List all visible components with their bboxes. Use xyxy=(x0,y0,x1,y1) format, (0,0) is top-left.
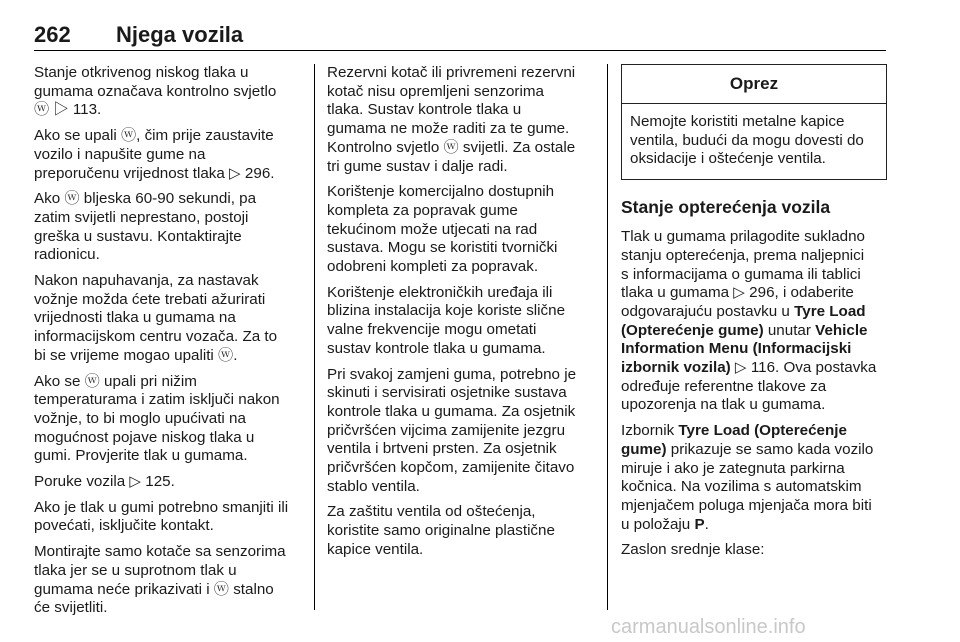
page-number: 262 xyxy=(34,22,71,47)
text-line: Ako se ⓦ upali pri nižim xyxy=(34,372,197,390)
text-run: u položaju xyxy=(621,515,695,533)
text-line: pričvršćen vijcima zamijenite jezgru xyxy=(327,421,566,439)
text-line: Montirajte samo kotače sa senzorima xyxy=(34,543,286,561)
text-line: Kontrolno svjetlo ⓦ svijetli. Za ostale xyxy=(327,138,576,156)
text-run: unutar xyxy=(763,321,816,339)
text-line: će svijetliti. xyxy=(34,599,108,617)
caution-box xyxy=(621,64,887,180)
text-line xyxy=(621,516,887,535)
text-line: temperaturama i zatim isključi nakon xyxy=(34,391,280,409)
text-line: skinuti i servisirati osjetnike sustava xyxy=(327,384,567,402)
paragraph xyxy=(327,366,599,497)
text-line: pričvršćen kopčom, zamijenite čitavo xyxy=(327,459,575,477)
watermark: carmanualsonline.info xyxy=(611,616,806,638)
text-line: tlaka u gumama ▷ 296, i odaberite xyxy=(621,284,854,302)
paragraph xyxy=(327,503,599,559)
text-line: gumama označava kontrolno svjetlo xyxy=(34,82,277,100)
column-2 xyxy=(327,64,599,567)
text-line: tri gume sustav i dalje radi. xyxy=(327,157,508,175)
text-line: ventila, budući da mogu dovesti do xyxy=(630,131,864,149)
text-line: vrijednosti tlaka u gumama na xyxy=(34,309,236,327)
menu-term: izbornik vozila) xyxy=(621,359,731,377)
text-line xyxy=(621,359,887,378)
text-line: koristite samo originalne plastične xyxy=(327,522,555,540)
text-line: miruje i ako je zategnuta parkirna xyxy=(621,459,845,477)
paragraph xyxy=(34,473,306,492)
paragraph xyxy=(34,543,306,618)
menu-term: Tyre Load xyxy=(794,302,866,320)
text-line: radionicu. xyxy=(34,246,100,264)
text-line: Ako je tlak u gumi potrebno smanjiti ili xyxy=(34,498,289,516)
text-line: tekućinom može utjecati na rad xyxy=(327,220,538,238)
paragraph xyxy=(327,284,599,359)
paragraph xyxy=(34,373,306,467)
text-line: vožnje, to bi moglo upućivati na xyxy=(34,409,246,427)
text-line: vozilo i napušite gume na xyxy=(34,145,206,163)
paragraph xyxy=(621,541,887,560)
paragraph xyxy=(327,64,599,176)
text-line xyxy=(621,322,887,341)
paragraph xyxy=(34,272,306,366)
text-line: Rezervni kotač ili privremeni rezervni xyxy=(327,64,576,81)
text-line: kapice ventila. xyxy=(327,540,424,558)
text-line: povećati, isključite kontakt. xyxy=(34,517,214,535)
paragraph xyxy=(621,228,887,415)
text-line: gumama ne može raditi za te gume. xyxy=(327,120,570,138)
text-run: prikazuje se samo kada vozilo xyxy=(666,440,874,458)
text-run: Izbornik xyxy=(621,422,679,440)
text-line: tlaka jer se u suprotnom tlak u xyxy=(34,561,237,579)
text-line: sustava. Mogu se koristiti tvornički xyxy=(327,239,558,257)
text-line: ⓦ ▷ 113. xyxy=(34,101,102,119)
caution-title: Oprez xyxy=(622,65,886,104)
text-run: ▷ 116. Ova postavka xyxy=(730,359,877,377)
text-line: kočnica. Na vozilima s automatskim xyxy=(621,478,862,496)
text-line: zatim svijetli neprestano, postoji xyxy=(34,208,249,226)
text-line xyxy=(621,441,887,460)
text-line: s informacijama o gumama ili tablici xyxy=(621,265,861,283)
text-line: mjenjačem poluga mjenjača mora biti xyxy=(621,496,872,514)
column-divider-2 xyxy=(607,64,608,610)
paragraph xyxy=(34,499,306,536)
section-heading: Stanje opterećenja vozila xyxy=(621,197,831,218)
text-line xyxy=(621,340,887,359)
text-line: upozorenja na tlak u gumama. xyxy=(621,396,826,414)
text-line: tlaka. Sustav kontrole tlaka u xyxy=(327,101,522,119)
text-line: vožnje možda ćete trebati ažurirati xyxy=(34,290,266,308)
paragraph xyxy=(34,127,306,183)
text-line: kompleta za popravak gume xyxy=(327,201,518,219)
text-line: gumama neće prikazivati i ⓦ stalno xyxy=(34,580,274,598)
text-line xyxy=(621,303,887,322)
column-3 xyxy=(621,64,887,567)
text-line: oksidacije i oštećenje ventila. xyxy=(630,150,826,168)
caution-body xyxy=(622,104,886,179)
menu-term: Information Menu (Informacijski xyxy=(621,340,852,358)
text-line: odobreni kompleti za popravak. xyxy=(327,258,539,276)
text-line: Stanje otkrivenog niskog tlaka u xyxy=(34,64,249,81)
text-run: odgovarajuću postavku u xyxy=(621,302,795,320)
paragraph xyxy=(621,422,887,534)
paragraph xyxy=(34,64,306,120)
text-line: Nakon napuhavanja, za nastavak xyxy=(34,272,259,290)
text-line: bi se vrijeme mogao upaliti ⓦ. xyxy=(34,346,238,364)
text-line: valne frekvencije mogu ometati xyxy=(327,321,537,339)
text-line: Pri svakoj zamjeni guma, potrebno je xyxy=(327,365,577,383)
text-line: stablo ventila. xyxy=(327,477,420,495)
page-title: Njega vozila xyxy=(116,22,244,47)
column-divider-1 xyxy=(314,64,315,610)
paragraph xyxy=(34,190,306,265)
text-line: greška u sustavu. Kontaktirajte xyxy=(34,227,242,245)
text-line: informacijskom centru vozača. Za to xyxy=(34,328,278,346)
text-line: mogućnost pojave niskog tlaka u xyxy=(34,428,255,446)
text-line: Zaslon srednje klase: xyxy=(621,541,765,559)
text-line: kontrole tlaka u gumama. Za osjetnik xyxy=(327,402,576,420)
text-line: blizina instalacija koje koriste slične xyxy=(327,302,566,320)
text-line: Nemojte koristiti metalne kapice xyxy=(630,113,845,130)
menu-term: (Opterećenje gume) xyxy=(621,321,764,339)
text-line: Za zaštitu ventila od oštećenja, xyxy=(327,503,536,521)
text-line: ventila i brtveni prsten. Za osjetnik xyxy=(327,440,557,458)
text-line xyxy=(621,422,887,441)
text-run: . xyxy=(704,515,709,533)
menu-term: gume) xyxy=(621,440,667,458)
column-1 xyxy=(34,64,306,625)
text-line: Ako ⓦ bljeska 60-90 sekundi, pa xyxy=(34,190,257,208)
text-line: Korištenje komercijalno dostupnih xyxy=(327,183,555,201)
text-line: gumi. Provjerite tlak u gumama. xyxy=(34,447,248,465)
text-line: Tlak u gumama prilagodite sukladno xyxy=(621,228,865,246)
text-line: Poruke vozila ▷ 125. xyxy=(34,473,175,491)
text-line: preporučenu vrijednost tlaka ▷ 296. xyxy=(34,164,275,182)
paragraph xyxy=(327,183,599,277)
header-rule xyxy=(34,50,886,51)
menu-term: Vehicle xyxy=(815,321,868,339)
text-line: Ako se upali ⓦ, čim prije zaustavite xyxy=(34,127,274,145)
page-header xyxy=(34,22,886,50)
text-line: Korištenje elektroničkih uređaja ili xyxy=(327,283,553,301)
menu-term: Tyre Load (Opterećenje xyxy=(678,422,847,440)
text-line: određuje referentne tlakove za xyxy=(621,377,827,395)
gear-position: P xyxy=(694,515,705,533)
text-line: sustav kontrole tlaka u gumama. xyxy=(327,339,546,357)
text-line: stanju opterećenja, prema naljepnici xyxy=(621,246,865,264)
text-line: kotač nisu opremljeni senzorima xyxy=(327,82,544,100)
